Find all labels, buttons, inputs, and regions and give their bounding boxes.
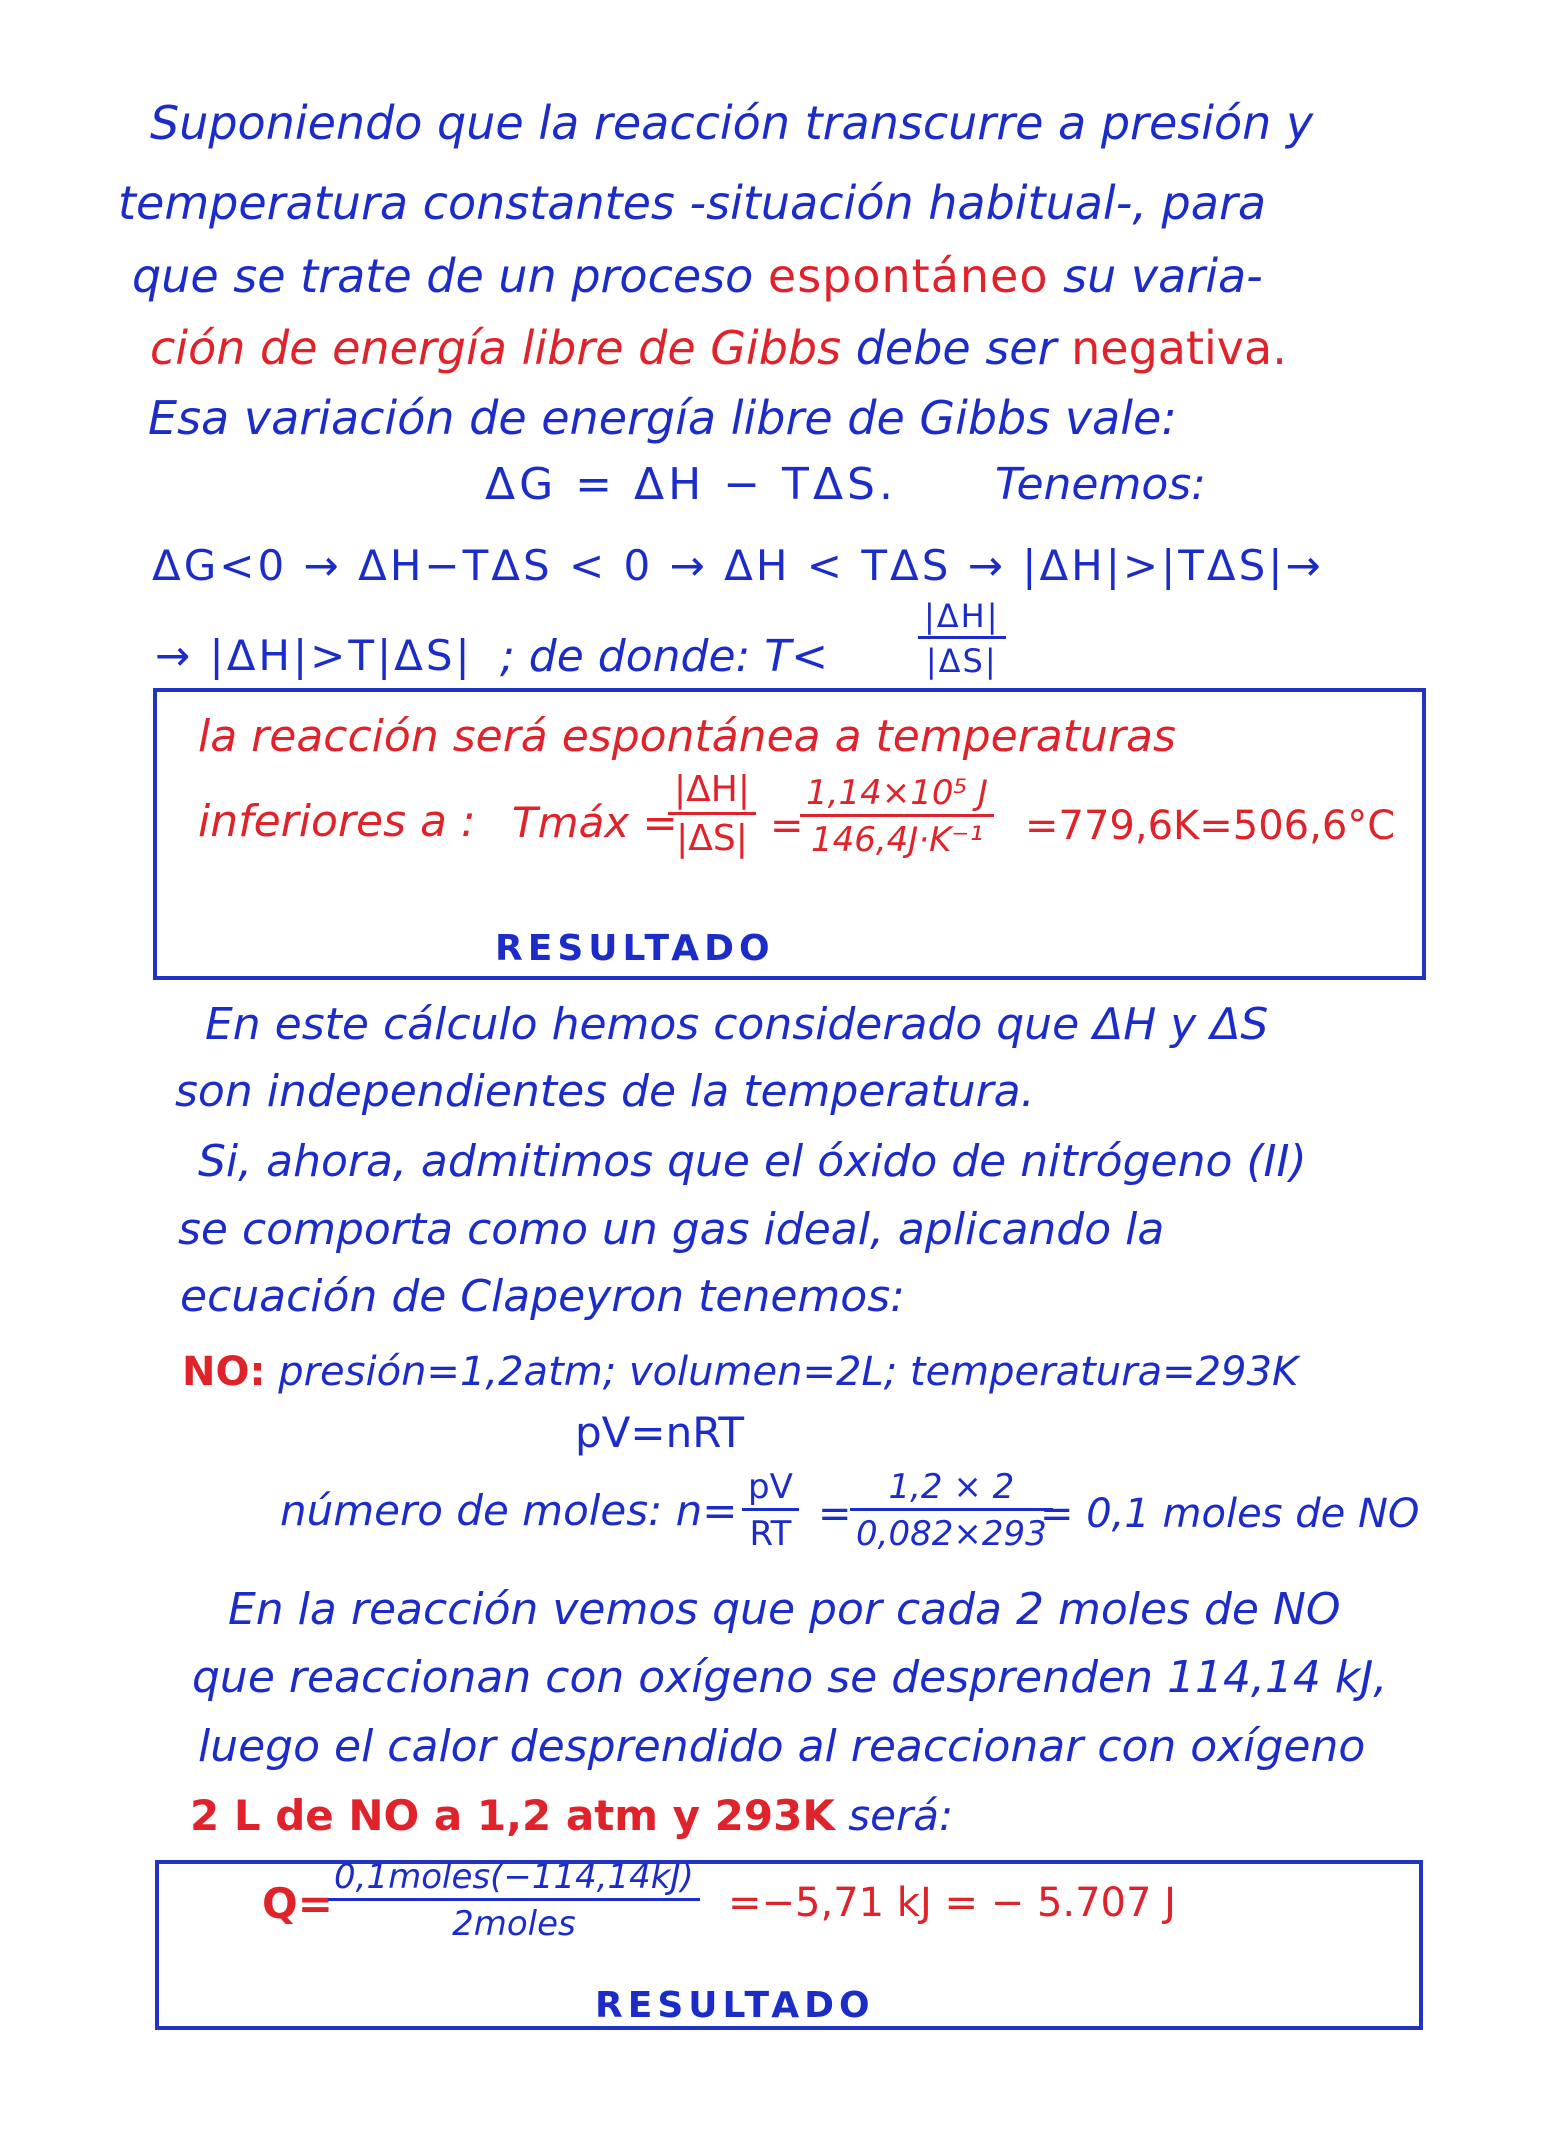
box1-line-1: la reacción será espontánea a temperaturas: [198, 711, 1176, 762]
tmax-numerator-1: |ΔH|: [674, 769, 750, 810]
inequality-chain-2: → |ΔH|>T|ΔS|: [155, 631, 473, 680]
heat-q-label: Q=: [262, 1879, 333, 1928]
box1-line-2: inferiores a :: [198, 796, 476, 847]
no-sample-conditions: 2 L de NO a 1,2 atm y 293K: [190, 1791, 835, 1840]
heat-fraction: [328, 1857, 700, 1944]
moles-fraction-2: [850, 1467, 1053, 1554]
tmax-denominator-2: 146,4J·K⁻¹: [810, 820, 983, 860]
heat-denominator: 2moles: [452, 1904, 576, 1944]
mid-line-3: Si, ahora, admitimos que el óxido de nitrógeno (II): [198, 1136, 1307, 1187]
moles-fraction-1: [742, 1467, 799, 1554]
tmax-fraction-1: [668, 769, 756, 859]
result-label-1: RESULTADO: [495, 928, 775, 969]
moles-numerator-1: pV: [748, 1467, 793, 1507]
sera-text: será:: [834, 1791, 954, 1840]
no-label: NO:: [182, 1349, 266, 1395]
moles-result: = 0,1 moles de NO: [1040, 1491, 1420, 1537]
intro-line-2: temperatura constantes -situación habitual-, para: [118, 176, 1267, 230]
fraction-numerator: |ΔH|: [924, 597, 1000, 635]
fraction-denominator: |ΔS|: [925, 642, 998, 680]
gibbs-formula: ΔG = ΔH − TΔS.: [485, 459, 897, 510]
end-line-2: que reaccionan con oxígeno se desprenden 114,14 kJ,: [192, 1652, 1388, 1703]
mid-line-2: son independientes de la temperatura.: [175, 1066, 1035, 1117]
mid-line-4: se comporta como un gas ideal, aplicando la: [178, 1204, 1165, 1255]
moles-equals: =: [818, 1491, 852, 1537]
end-line-1: En la reacción vemos que por cada 2 moles de NO: [228, 1584, 1341, 1635]
tmax-equals: =: [770, 803, 804, 849]
intro-line-5: Esa variación de energía libre de Gibbs vale:: [148, 391, 1177, 445]
tmax-result: =779,6K=506,6°C: [1025, 803, 1396, 849]
end-line-3: luego el calor desprendido al reaccionar con oxígeno: [198, 1721, 1366, 1772]
tenemos-label: Tenemos:: [995, 459, 1206, 510]
no-conditions-line: [182, 1349, 1299, 1395]
end-line-4: [190, 1791, 954, 1840]
moles-label: número de moles: n=: [280, 1486, 738, 1535]
tmax-numerator-2: 1,14×10⁵ J: [806, 773, 988, 813]
espontaneo-term: espontáneo: [767, 249, 1049, 303]
tmax-denominator-1: |ΔS|: [676, 818, 748, 859]
no-conditions: presión=1,2atm; volumen=2L; temperatura=293K: [265, 1349, 1299, 1395]
tmax-fraction-2: [800, 773, 994, 860]
temperature-limit-fraction: [918, 597, 1006, 680]
debe-ser-text: debe ser: [855, 321, 1057, 375]
moles-denominator-2: 0,082×293: [856, 1514, 1047, 1554]
mid-line-5: ecuación de Clapeyron tenemos:: [180, 1271, 905, 1322]
inequality-chain-1: ΔG<0 → ΔH−TΔS < 0 → ΔH < TΔS → |ΔH|>|TΔS|→: [152, 541, 1324, 590]
intro-line-1: Suponiendo que la reacción transcurre a presión y: [150, 96, 1314, 150]
intro-line-3-end: su varia-: [1048, 249, 1263, 303]
intro-line-3: [132, 249, 1263, 303]
de-donde-text: ; de donde: T<: [500, 631, 829, 682]
negativa-term: negativa.: [1056, 321, 1287, 375]
intro-line-3-start: que se trate de un proceso: [132, 249, 768, 303]
moles-denominator-1: RT: [749, 1514, 792, 1554]
result-label-2: RESULTADO: [595, 1985, 875, 2026]
ideal-gas-equation: pV=nRT: [575, 1408, 744, 1457]
heat-result: =−5,71 kJ = − 5.707 J: [728, 1880, 1176, 1926]
tmax-label: Tmáx =: [512, 798, 678, 847]
heat-numerator: 0,1moles(−114,14kJ): [334, 1857, 694, 1897]
intro-line-4: [150, 321, 1287, 375]
mid-line-1: En este cálculo hemos considerado que ΔH y ΔS: [205, 999, 1269, 1050]
moles-numerator-2: 1,2 × 2: [888, 1467, 1015, 1507]
gibbs-energy-term: ción de energía libre de Gibbs: [150, 321, 856, 375]
